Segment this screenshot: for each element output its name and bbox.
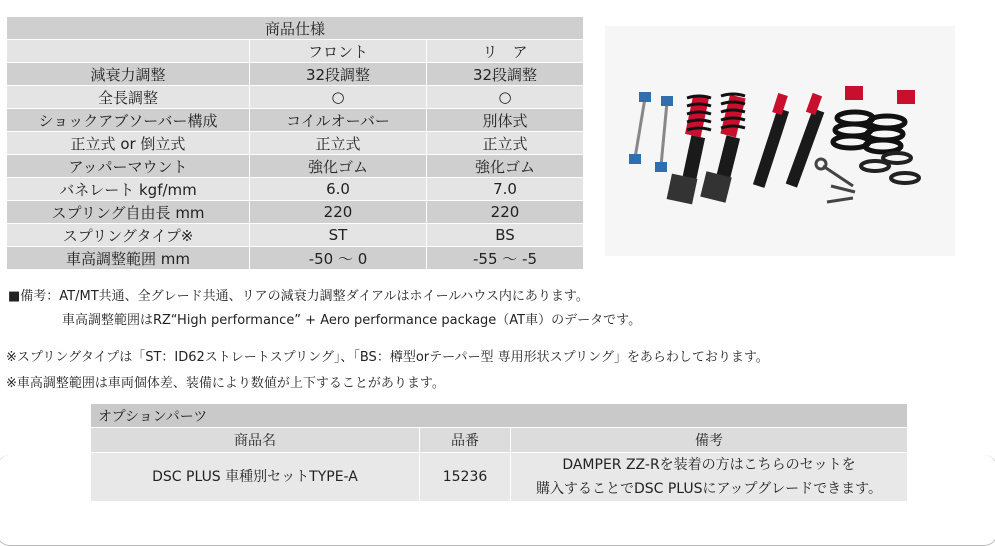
spec-header-row <box>7 40 584 63</box>
spec-title: 商品仕様 <box>7 17 584 40</box>
spec-row <box>7 178 584 201</box>
product-photo <box>605 26 955 256</box>
spec-label: アッパーマウント <box>7 155 250 178</box>
spec-row <box>7 155 584 178</box>
spec-front-value: -50 ～ 0 <box>250 247 427 270</box>
spring-seats <box>861 153 919 183</box>
options-header-row <box>91 428 908 453</box>
spec-header-blank <box>7 40 250 63</box>
options-table <box>90 403 908 502</box>
option-part-number: 15236 <box>420 453 511 502</box>
spec-label: ショックアブソーバー構成 <box>7 109 250 132</box>
spec-row <box>7 109 584 132</box>
spec-row <box>7 247 584 270</box>
spec-front-value: 6.0 <box>250 178 427 201</box>
spec-front-value: ST <box>250 224 427 247</box>
options-title-row <box>91 404 908 428</box>
spec-rear-value: 220 <box>427 201 584 224</box>
spec-label: バネレート kgf/mm <box>7 178 250 201</box>
option-remark-line-1: DAMPER ZZ-Rを装着の方はこちらのセットを <box>562 457 856 473</box>
spec-label: スプリング自由長 mm <box>7 201 250 224</box>
option-remark-line-2: 購入することでDSC PLUSにアップグレードできます。 <box>535 481 883 497</box>
spec-header-rear: リ ア <box>427 40 584 63</box>
option-product-name: DSC PLUS 車種別セットTYPE-A <box>91 453 420 502</box>
spec-label: 減衰力調整 <box>7 63 250 86</box>
rear-damper-right <box>786 93 825 188</box>
spec-row <box>7 63 584 86</box>
spec-row <box>7 224 584 247</box>
note-height-range-source: 車高調整範囲はRZ“High performance” + Aero performance package（AT車）のデータです。 <box>62 313 642 328</box>
options-row <box>91 453 908 502</box>
spec-front-value: 220 <box>250 201 427 224</box>
options-header-part-no: 品番 <box>420 428 511 453</box>
spec-label: 全長調整 <box>7 86 250 109</box>
option-remarks <box>511 453 908 502</box>
spec-rear-value: 7.0 <box>427 178 584 201</box>
spec-row <box>7 132 584 155</box>
note-remarks: ■備考：AT/MT共通、全グレード共通、リアの減衰力調整ダイアルはホイールハウス内にあります。 <box>8 289 589 304</box>
spec-rear-value: -55 ～ -5 <box>427 247 584 270</box>
spec-label: スプリングタイプ※ <box>7 224 250 247</box>
spec-table <box>6 16 584 270</box>
rear-damper-left <box>753 93 789 188</box>
spec-rear-value: 別体式 <box>427 109 584 132</box>
spec-header-front: フロント <box>250 40 427 63</box>
spec-title-row <box>7 17 584 40</box>
options-header-remarks: 備考 <box>511 428 908 453</box>
spanner-wrenches <box>816 159 855 202</box>
spec-row <box>7 86 584 109</box>
spec-rear-value: 32段調整 <box>427 63 584 86</box>
spec-front-value: 強化ゴム <box>250 155 427 178</box>
rear-spring-right <box>865 90 915 152</box>
spec-rear-value: 強化ゴム <box>427 155 584 178</box>
spec-front-value: 正立式 <box>250 132 427 155</box>
front-damper-right <box>700 94 745 203</box>
spec-rear-value: 正立式 <box>427 132 584 155</box>
spec-row <box>7 201 584 224</box>
spec-rear-value: ○ <box>427 86 584 109</box>
note-spring-type: ※スプリングタイプは「ST：ID62ストレートスプリング」、「BS：樽型orテーパー型 専用形状スプリング」をあらわしております。 <box>6 350 769 365</box>
spec-front-value: ○ <box>250 86 427 109</box>
spec-rear-value: BS <box>427 224 584 247</box>
spec-front-value: 32段調整 <box>250 63 427 86</box>
options-header-name: 商品名 <box>91 428 420 453</box>
rear-spring-left <box>833 86 873 148</box>
spec-label: 正立式 or 倒立式 <box>7 132 250 155</box>
stabilizer-link-left <box>629 92 673 172</box>
note-height-variance: ※車高調整範囲は車両個体差、装備により数値が上下することがあります。 <box>6 376 445 391</box>
spec-front-value: コイルオーバー <box>250 109 427 132</box>
spec-label: 車高調整範囲 mm <box>7 247 250 270</box>
coilover-kit-image <box>605 26 955 256</box>
options-title: オプションパーツ <box>91 404 908 428</box>
